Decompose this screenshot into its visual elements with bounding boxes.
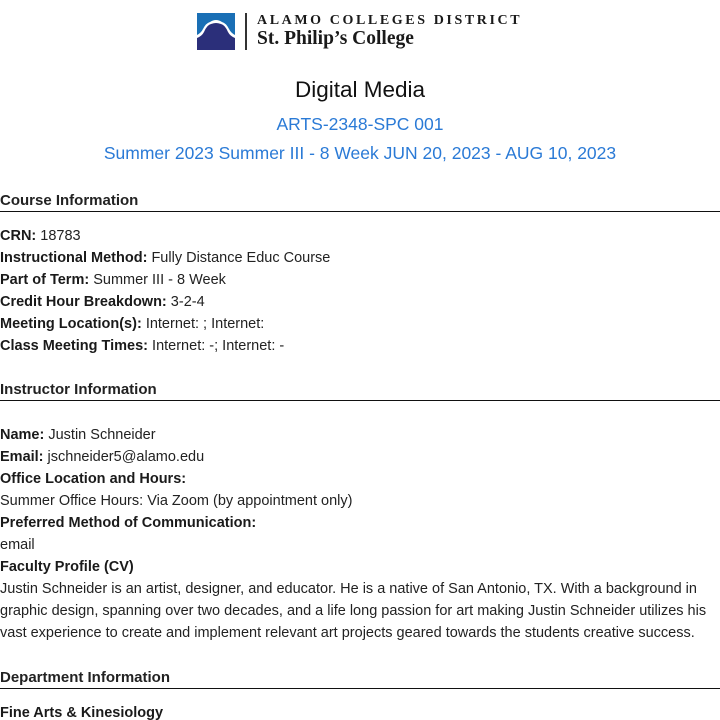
department-information-heading: Department Information xyxy=(0,669,720,689)
instructor-email-label: Email: xyxy=(0,449,44,465)
alamo-mission-icon xyxy=(197,13,235,50)
department-name: Fine Arts & Kinesiology xyxy=(0,705,164,720)
credit-hour-row xyxy=(0,294,720,310)
page-title: Digital Media xyxy=(294,77,426,102)
crn-value: 18783 xyxy=(40,228,81,244)
instructional-method-label: Instructional Method: xyxy=(0,250,148,266)
office-hours-value: Summer Office Hours: Via Zoom (by appointment only) xyxy=(0,493,353,509)
part-of-term-row xyxy=(0,272,720,288)
part-of-term-label: Part of Term: xyxy=(0,272,90,288)
office-hours-label-row xyxy=(0,471,720,487)
faculty-profile-text: Justin Schneider is an artist, designer, and educator. He is a native of San Antonio, TX. With a background in graphic design, spanning over two decades, and a life long passion for art making Justin Schneider utilizes his vast experience to create and implement relevant art projects geared towards the students creative success. xyxy=(0,581,707,641)
communication-value: email xyxy=(0,537,35,553)
meeting-times-row xyxy=(0,338,720,354)
course-code: ARTS-2348-SPC 001 xyxy=(276,114,444,134)
meeting-times-label: Class Meeting Times: xyxy=(0,338,149,354)
faculty-profile-label-row xyxy=(0,559,720,575)
meeting-location-value: Internet: ; Internet: xyxy=(145,316,265,332)
crn-label: CRN: xyxy=(0,228,37,244)
communication-label-row xyxy=(0,515,720,531)
communication-label: Preferred Method of Communication: xyxy=(0,515,257,531)
crn-row xyxy=(0,228,720,244)
meeting-times-value: Internet: -; Internet: - xyxy=(152,338,285,354)
credit-hour-value: 3-2-4 xyxy=(170,294,205,310)
instructor-information-heading: Instructor Information xyxy=(0,381,720,401)
instructor-email-row xyxy=(0,449,720,465)
instructor-name-value: Justin Schneider xyxy=(48,427,156,443)
instructor-name-row xyxy=(0,427,720,443)
instructor-name-label: Name: xyxy=(0,427,45,443)
credit-hour-label: Credit Hour Breakdown: xyxy=(0,294,167,310)
office-hours-label: Office Location and Hours: xyxy=(0,471,187,487)
department-name-row xyxy=(0,705,720,720)
course-term: Summer 2023 Summer III - 8 Week JUN 20, 2023 - AUG 10, 2023 xyxy=(103,143,617,163)
logo-divider xyxy=(245,13,247,50)
meeting-location-label: Meeting Location(s): xyxy=(0,316,142,332)
meeting-location-row xyxy=(0,316,720,332)
college-name: St. Philip’s College xyxy=(257,28,414,49)
instructional-method-row xyxy=(0,250,720,266)
instructional-method-value: Fully Distance Educ Course xyxy=(151,250,331,266)
college-logo xyxy=(197,13,527,51)
faculty-profile-label: Faculty Profile (CV) xyxy=(0,559,134,575)
part-of-term-value: Summer III - 8 Week xyxy=(93,272,226,288)
course-information-heading: Course Information xyxy=(0,192,720,212)
instructor-email-link[interactable]: jschneider5@alamo.edu xyxy=(47,449,205,465)
district-name: ALAMO COLLEGES DISTRICT xyxy=(257,13,523,28)
